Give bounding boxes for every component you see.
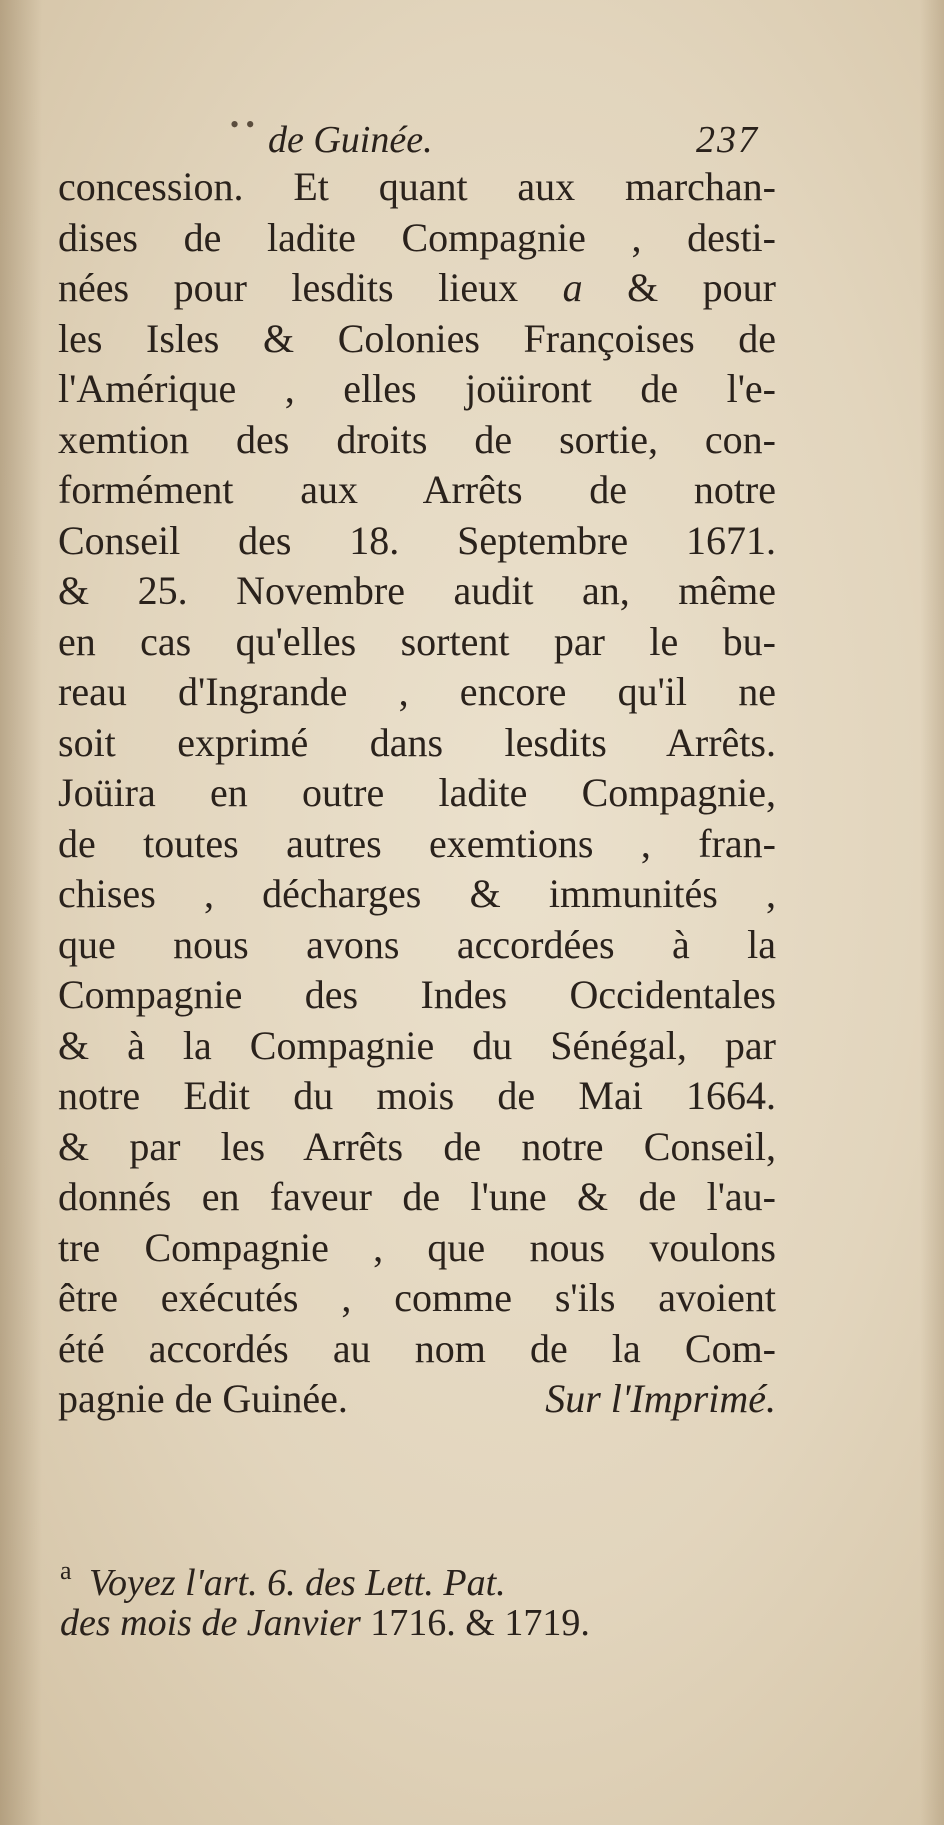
text-line: tre Compagnie , que nous voulons: [58, 1224, 776, 1270]
text-line: Compagnie des Indes Occidentales: [58, 972, 776, 1017]
footnote-text: Voyez l'art. 6. des Lett. Pat.: [89, 1562, 506, 1604]
text-line: dises de ladite Compagnie , desti-: [58, 214, 776, 260]
page-edge-shadow: [920, 0, 944, 1825]
text-line: reau d'Ingrande , encore qu'il ne: [58, 669, 776, 714]
text-line: notre Edit du mois de Mai 1664.: [58, 1073, 776, 1118]
text-line-end: & pour: [627, 265, 777, 310]
text-line: xemtion des droits de sortie, con-: [58, 416, 776, 462]
footnote-years: 1716. & 1719.: [370, 1602, 590, 1644]
text-line: été accordés au nom de la Com-: [58, 1325, 776, 1371]
text-line: être exécutés , comme s'ils avoient: [58, 1275, 776, 1320]
text-line: que nous avons accordées à la: [58, 921, 776, 967]
footnote-marker: a: [60, 1556, 72, 1585]
text-line: concession. Et quant aux marchan-: [58, 164, 776, 209]
text-line-final: [58, 1374, 776, 1425]
text-line: & 25. Novembre audit an, même: [58, 568, 776, 613]
footnote: [60, 1545, 778, 1649]
text-line: en cas qu'elles sortent par le bu-: [58, 618, 776, 664]
text-line: donnés en faveur de l'une & de l'au-: [58, 1174, 776, 1219]
source-note: Sur l'Imprimé.: [545, 1376, 776, 1421]
text-line: Conseil des 18. Septembre 1671.: [58, 517, 776, 563]
running-head: [230, 110, 764, 162]
footnote-text: des mois de Janvier: [60, 1602, 361, 1644]
printer-marks: • •: [230, 110, 255, 139]
text-line: & par les Arrêts de notre Conseil,: [58, 1123, 776, 1169]
body-text: [58, 162, 776, 1425]
text-line-final-start: pagnie de Guinée.: [58, 1376, 348, 1421]
footnote-line: [60, 1597, 778, 1649]
text-line: Joüira en outre ladite Compagnie,: [58, 770, 776, 815]
text-line: chises , décharges & immunités ,: [58, 871, 776, 916]
text-line: & à la Compagnie du Sénégal, par: [58, 1022, 776, 1068]
text-line: formément aux Arrêts de notre: [58, 467, 776, 512]
page-gutter-shadow: [0, 0, 42, 1825]
text-line: soit exprimé dans lesdits Arrêts.: [58, 719, 776, 765]
running-title: de Guinée.: [268, 119, 433, 161]
text-line: l'Amérique , elles joüiront de l'e-: [58, 366, 776, 411]
footnote-line: [60, 1545, 778, 1604]
note-reference[interactable]: a: [562, 265, 583, 310]
text-line: de toutes autres exemtions , fran-: [58, 820, 776, 866]
text-line-with-note-ref: [58, 263, 776, 314]
text-line: les Isles & Colonies Françoises de: [58, 315, 776, 361]
page-number: 237: [696, 119, 759, 161]
text-line-start: nées pour lesdits lieux: [58, 265, 519, 310]
